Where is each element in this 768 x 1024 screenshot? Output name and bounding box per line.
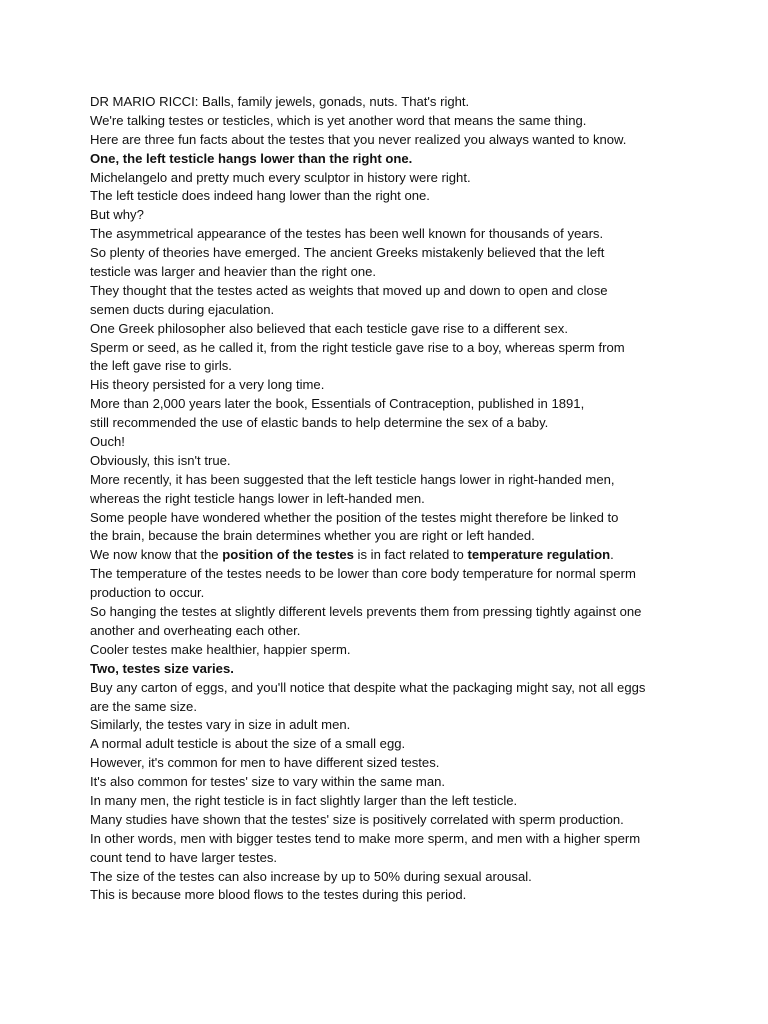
text-line: We're talking testes or testicles, which is yet another word that means the same thing. [90, 112, 587, 128]
text-line: Many studies have shown that the testes' size is positively correlated with sperm production. [90, 811, 624, 827]
text-line: In other words, men with bigger testes tend to make more sperm, and men with a higher sperm [90, 830, 641, 846]
text-line: They thought that the testes acted as weights that moved up and down to open and close [90, 282, 608, 298]
text-line: the left gave rise to girls. [90, 358, 232, 374]
text-line: This is because more blood flows to the testes during this period. [90, 887, 467, 903]
text-line: Michelangelo and pretty much every sculptor in history were right. [90, 169, 471, 185]
text-line: The asymmetrical appearance of the testes has been well known for thousands of years. [90, 226, 604, 242]
text-line: The left testicle does indeed hang lower than the right one. [90, 188, 430, 204]
text-line: production to occur. [90, 585, 205, 601]
text-line: However, it's common for men to have different sized testes. [90, 755, 440, 771]
text-line: DR MARIO RICCI: Balls, family jewels, gonads, nuts. That's right. [90, 94, 470, 109]
text-line: More recently, it has been suggested that the left testicle hangs lower in right-handed men, [90, 471, 615, 487]
text-line: A normal adult testicle is about the size of a small egg. [90, 736, 406, 752]
transcript-text [90, 93, 690, 905]
text-line: semen ducts during ejaculation. [90, 301, 275, 317]
text-line: Ouch! [90, 434, 125, 450]
text-line: Buy any carton of eggs, and you'll notice that despite what the packaging might say, not all eggs [90, 679, 646, 695]
bold-phrase: position of the testes [222, 547, 354, 563]
text-line: whereas the right testicle hangs lower in left-handed men. [90, 490, 425, 506]
text-segment: . [610, 547, 614, 563]
bold-phrase: temperature regulation [467, 547, 611, 563]
fact-one-heading: One, the left testicle hangs lower than the right one. [90, 150, 413, 166]
text-line: still recommended the use of elastic bands to help determine the sex of a baby. [90, 415, 549, 431]
text-line: Obviously, this isn't true. [90, 452, 231, 468]
text-line: So plenty of theories have emerged. The ancient Greeks mistakenly believed that the left [90, 245, 605, 261]
text-line: Sperm or seed, as he called it, from the right testicle gave rise to a boy, whereas sperm from [90, 339, 625, 355]
temperature-regulation-line [90, 546, 690, 565]
text-line: Here are three fun facts about the testes that you never realized you always wanted to know. [90, 131, 627, 147]
text-line: His theory persisted for a very long time. [90, 377, 325, 393]
text-line: Similarly, the testes vary in size in adult men. [90, 717, 351, 733]
text-line: Cooler testes make healthier, happier sperm. [90, 641, 351, 657]
text-line: testicle was larger and heavier than the right one. [90, 264, 377, 280]
text-line: The temperature of the testes needs to be lower than core body temperature for normal sperm [90, 566, 636, 582]
text-segment: is in fact related to [353, 547, 468, 563]
text-line: It's also common for testes' size to vary within the same man. [90, 774, 446, 790]
fact-two-heading: Two, testes size varies. [90, 660, 234, 676]
text-line: More than 2,000 years later the book, Essentials of Contraception, published in 1891, [90, 396, 585, 412]
text-line: count tend to have larger testes. [90, 849, 278, 865]
text-line: another and overheating each other. [90, 622, 301, 638]
text-line: In many men, the right testicle is in fact slightly larger than the left testicle. [90, 792, 518, 808]
text-line: the brain, because the brain determines whether you are right or left handed. [90, 528, 535, 544]
text-line: But why? [90, 207, 144, 223]
text-line: Some people have wondered whether the position of the testes might therefore be linked to [90, 509, 619, 525]
text-line: are the same size. [90, 698, 197, 714]
text-line: One Greek philosopher also believed that each testicle gave rise to a different sex. [90, 320, 568, 336]
text-line: So hanging the testes at slightly different levels prevents them from pressing tightly against one [90, 604, 642, 620]
text-line: The size of the testes can also increase by up to 50% during sexual arousal. [90, 868, 532, 884]
text-segment: We now know that the [90, 547, 223, 563]
